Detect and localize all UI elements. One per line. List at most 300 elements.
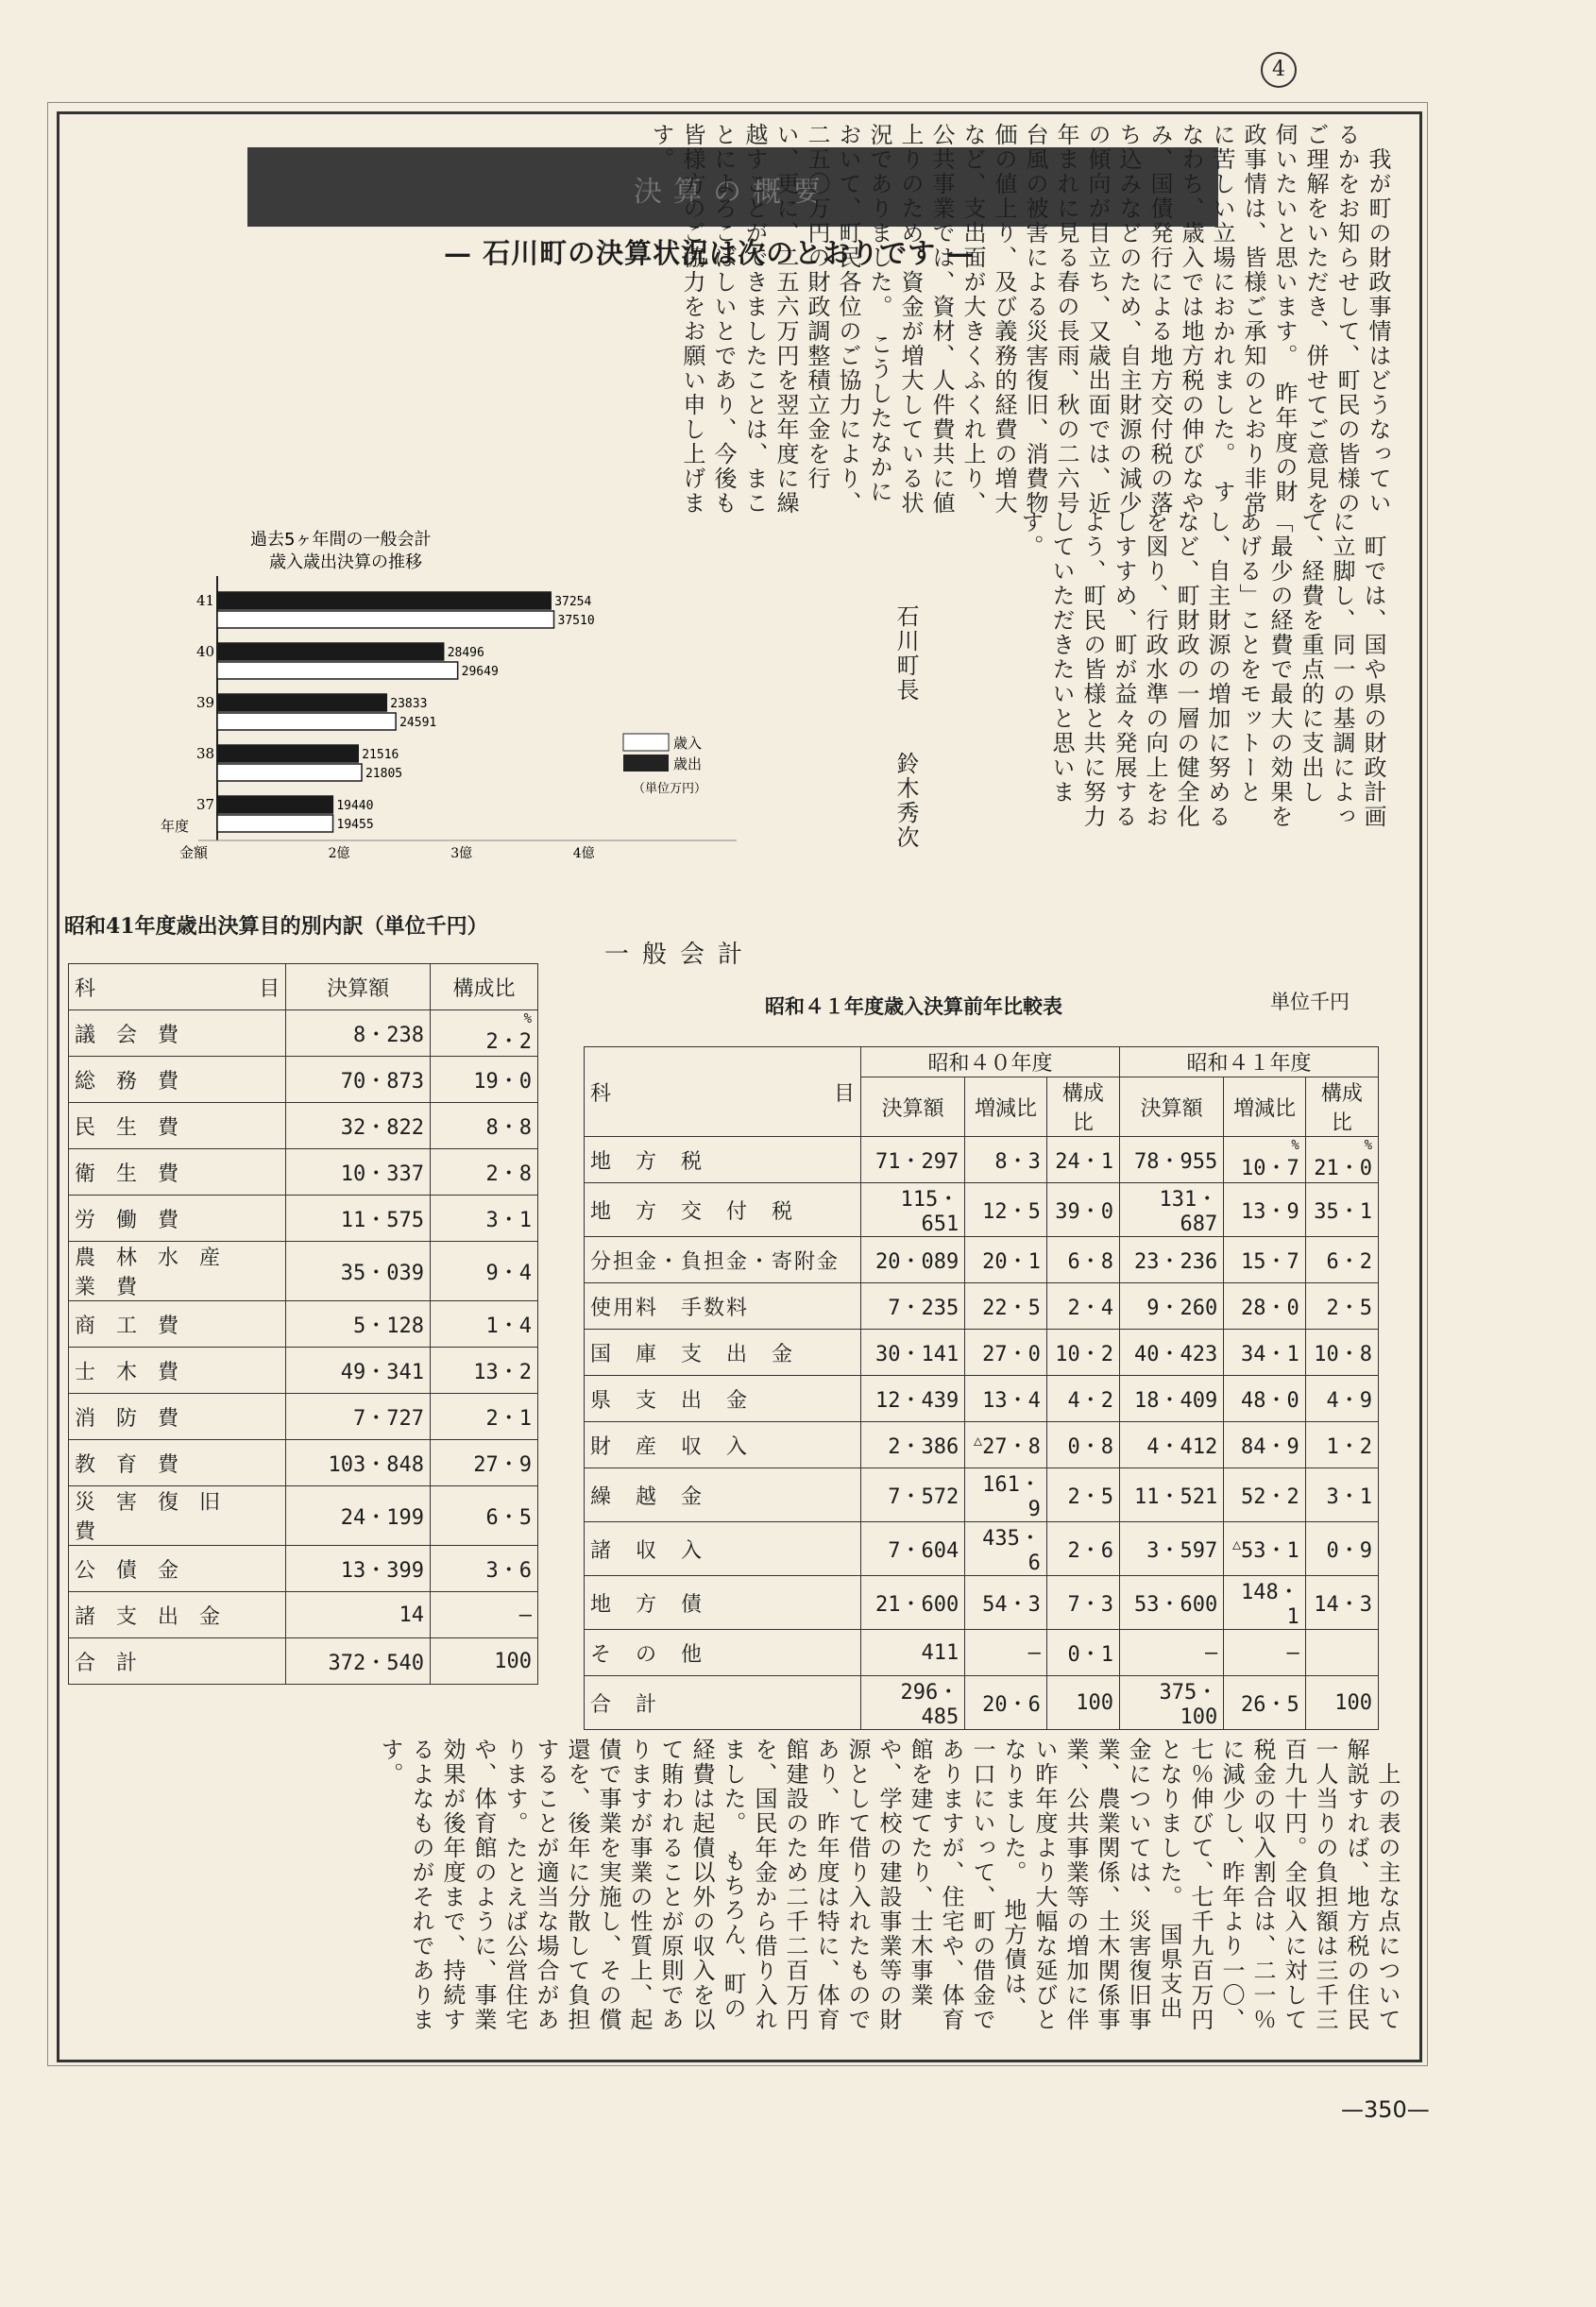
explanation-text: 上の表の主な点について解説すれば、地方税の住民一人当りの負担額は三千三百九十円。全収入に対して税金の収入割合は、二一％に減少し、昨年より一〇、七％伸びて、七千九百万円となりました。 国県支出金については、災害復旧事業、農業関係、土木関係事業、公共事業等の増加に伴い昨年度より大幅な延びとなりました。 地方債は、一口にいって、町の借金でありますが、住宅や、体育館を建てたり、士木事業や、学校の建設事業等の財源として借り入れたものであり、昨年度は特に、体育館建設のため二千二百万円を、国民年金から借り入れました。 もちろん、町の経費は起債以外の収入を以て賄われることが原則でありますが事業の性質上、起債で事業を実施し、その償還を、後年に分散して負担することが適当な場合があります。たとえば公営住宅や、体育館のように、事業効果が後年度まで、持続するよなものがそれであります。 [377,1738,1401,2032]
lt-percent-mark: % [523,1010,532,1026]
rt-head-change41: 増減比 [1224,1077,1306,1137]
lt-item: 消防費 [69,1394,286,1440]
bar-value-label: 28496 [447,646,484,660]
lt-amount: 10・337 [286,1149,431,1196]
lt-row [69,1348,538,1394]
rt-item: 国庫支出金 [585,1330,861,1376]
rt-value-r40: 7・3 [1067,1592,1113,1617]
lt-item: 士木費 [69,1348,286,1394]
rt-row [585,1376,1379,1422]
rt-value-c40: 435・6 [982,1527,1041,1575]
lt-ratio: 9・4 [430,1242,537,1301]
rt-cell-r41 [1305,1676,1378,1730]
lt-ratio: 3・1 [430,1196,537,1242]
rt-cell-r40 [1046,1283,1119,1330]
rt-cell-c40 [965,1283,1047,1330]
rt-cell-a41 [1119,1630,1223,1676]
year-tick-label: 38 [196,745,215,762]
rt-value-c41: 84・9 [1241,1434,1299,1459]
lt-row [69,1638,538,1685]
rt-cell-c40 [965,1237,1047,1283]
bar-value-label: 21805 [365,767,403,781]
rt-value-a40: 20・089 [875,1249,959,1274]
rt-value-a40: 30・141 [875,1342,959,1366]
rt-cell-c41 [1224,1630,1306,1676]
bar-value-label: 24591 [399,716,437,730]
rt-item: 合計 [585,1676,861,1730]
rt-value-r41: 6・2 [1326,1249,1372,1274]
lt-ratio: 13・2 [430,1348,537,1394]
rt-value-r41: 1・2 [1326,1434,1372,1459]
year-tick-label: 40 [196,643,215,660]
rt-value-r40: 0・8 [1067,1434,1113,1459]
rt-cell-c40 [965,1183,1047,1237]
rt-item: 諸収入 [585,1522,861,1576]
rt-value-c41: — [1286,1640,1299,1665]
rt-item: 分担金・負担金・寄附金 [585,1237,861,1283]
left-table-title: 昭和41年度歳出決算目的別内訳（単位千円） [64,914,488,939]
rt-cell-r41 [1305,1576,1378,1630]
rt-cell-a41 [1119,1330,1223,1376]
rt-item: 使用料 手数料 [585,1283,861,1330]
lt-row [69,1010,538,1057]
rt-cell-r41 [1305,1630,1378,1676]
lt-row [69,1301,538,1348]
rt-cell-a40 [861,1330,965,1376]
rt-row [585,1422,1379,1468]
rt-value-c40: 161・9 [982,1473,1041,1521]
bar-value-label: 19455 [336,818,374,832]
bar-revenue [217,592,551,609]
rt-cell-r41 [1305,1237,1378,1283]
rt-cell-a40 [861,1237,965,1283]
rt-cell-r40 [1046,1630,1119,1676]
rt-value-c40: — [1027,1640,1041,1665]
rt-value-a40: 7・235 [888,1296,959,1320]
lt-ratio: 2・1 [430,1394,537,1440]
rt-row [585,1237,1379,1283]
rt-value-r41: 21・0 [1314,1156,1372,1180]
rt-cell-r41 [1305,1330,1378,1376]
lt-item: 衛生費 [69,1149,286,1196]
lt-ratio: 2・8 [430,1149,537,1196]
rt-cell-c41 [1224,1283,1306,1330]
rt-item: 地方交付税 [585,1183,861,1237]
decrease-mark: △ [974,1432,983,1450]
rt-cell-a41 [1119,1376,1223,1422]
rt-value-c41: 52・2 [1241,1484,1299,1509]
rt-value-c40: 27・0 [982,1342,1041,1366]
lt-head-item-b: 目 [259,976,280,1001]
lt-head-ratio: 構成比 [430,964,537,1010]
lt-ratio: 6・5 [430,1486,537,1546]
rt-cell-r41 [1305,1283,1378,1330]
lt-ratio: 27・9 [430,1440,537,1486]
rt-percent-mark: % [1291,1137,1299,1153]
lt-row [69,1486,538,1546]
lt-amount: 35・039 [286,1242,431,1301]
rt-cell-c40 [965,1576,1047,1630]
legend-swatch-in [623,734,669,751]
rt-value-a41: 375・100 [1159,1681,1218,1729]
rt-cell-c41 [1224,1330,1306,1376]
x-tick-label: 3億 [450,846,473,861]
lt-amount: 24・199 [286,1486,431,1546]
rt-value-r41: 4・9 [1326,1388,1372,1413]
x-tick-label: 4億 [572,846,595,861]
rt-value-r40: 39・0 [1055,1199,1113,1224]
chart-title-2: 歳入歳出決算の推移 [269,552,422,572]
lt-item: 合計 [69,1638,286,1685]
rt-head-amount40: 決算額 [861,1077,965,1137]
rt-value-r40: 6・8 [1067,1249,1113,1274]
rt-value-a41: 4・412 [1146,1434,1218,1459]
rt-cell-r41 [1305,1522,1378,1576]
rt-cell-r40 [1046,1468,1119,1522]
rt-head-amount41: 決算額 [1119,1077,1223,1137]
rt-cell-c40 [965,1468,1047,1522]
rt-value-c41: 34・1 [1241,1342,1299,1366]
lt-amount: 11・575 [286,1196,431,1242]
lt-amount: 5・128 [286,1301,431,1348]
lt-amount: 103・848 [286,1440,431,1486]
rt-value-r40: 2・4 [1067,1296,1113,1320]
rt-cell-a40 [861,1630,965,1676]
page-badge: 4 [1261,52,1297,88]
right-table-unit: 単位千円 [1270,991,1350,1013]
rt-value-r41: 14・3 [1314,1592,1372,1617]
banner-text: 決算の概要 [634,176,832,209]
x-tick-label: 2億 [328,846,350,861]
rt-cell-r41 [1305,1183,1378,1237]
rt-cell-r40 [1046,1137,1119,1183]
rt-cell-r40 [1046,1237,1119,1283]
rt-cell-c41 [1224,1137,1306,1183]
bar-expenditure [217,662,458,679]
rt-head-year40: 昭和４０年度 [861,1047,1120,1077]
rt-item: その他 [585,1630,861,1676]
rt-cell-a40 [861,1422,965,1468]
rt-value-c40: 12・5 [982,1199,1041,1224]
legend-swatch-out [623,755,669,772]
lt-amount: 49・341 [286,1348,431,1394]
rt-cell-c41 [1224,1376,1306,1422]
lt-row [69,1394,538,1440]
rt-row [585,1183,1379,1237]
rt-percent-mark: % [1364,1137,1372,1153]
rt-cell-c40 [965,1422,1047,1468]
lt-row [69,1149,538,1196]
bar-value-label: 21516 [362,748,399,762]
rt-value-r41: 10・8 [1314,1342,1372,1366]
lt-ratio: 8・8 [430,1103,537,1149]
rt-cell-r41 [1305,1468,1378,1522]
rt-head-year41: 昭和４１年度 [1119,1047,1378,1077]
lt-ratio-value: 2・2 [485,1029,532,1054]
signature: 石川町長 鈴木秀次 [892,604,919,850]
lt-item: 農林水産業費 [69,1242,286,1301]
rt-cell-a41 [1119,1576,1223,1630]
rt-cell-r41 [1305,1376,1378,1422]
lt-amount: 8・238 [286,1010,431,1057]
lt-ratio: 3・6 [430,1546,537,1592]
rt-value-c41: 48・0 [1241,1388,1299,1413]
bar-group [196,592,595,832]
lt-row [69,1103,538,1149]
year-tick-label: 41 [196,592,215,609]
rt-row [585,1676,1379,1730]
bar-expenditure [217,815,333,832]
year-axis-label: 年度 [161,818,190,835]
rt-value-r41: 100 [1334,1690,1372,1715]
rt-value-c40: 20・6 [982,1692,1041,1717]
rt-cell-a41 [1119,1137,1223,1183]
revenue-comparison-table [584,1046,1379,1730]
legend-unit: （単位万円） [633,782,707,796]
rt-value-r41: 0・9 [1326,1538,1372,1563]
rt-cell-c40 [965,1630,1047,1676]
bar-expenditure [217,713,396,730]
lt-row [69,1440,538,1486]
bar-revenue [217,643,444,660]
rt-cell-c41 [1224,1522,1306,1576]
rt-cell-c41 [1224,1576,1306,1630]
legend-label-in: 歳入 [673,735,703,752]
lt-row [69,1057,538,1103]
lt-amount: 32・822 [286,1103,431,1149]
rt-row [585,1330,1379,1376]
rt-cell-a41 [1119,1468,1223,1522]
rt-cell-c41 [1224,1237,1306,1283]
rt-cell-r40 [1046,1330,1119,1376]
rt-value-a41: 131・687 [1159,1188,1218,1236]
rt-value-c40: 22・5 [982,1296,1041,1320]
lt-head-item [69,964,286,1010]
rt-value-c41: 28・0 [1241,1296,1299,1320]
rt-cell-a40 [861,1137,965,1183]
rt-value-c41: 13・9 [1241,1199,1299,1224]
rt-item: 地方税 [585,1137,861,1183]
page-subtitle: — 石川町の決算状況は次のとおりです — [444,237,976,269]
page-number: —350— [1341,2096,1430,2123]
rt-value-a41: 3・597 [1146,1538,1218,1563]
rt-cell-r40 [1046,1376,1119,1422]
rt-cell-c40 [965,1376,1047,1422]
rt-cell-a41 [1119,1676,1223,1730]
rt-cell-c41 [1224,1676,1306,1730]
rt-item: 県支出金 [585,1376,861,1422]
lt-amount: 7・727 [286,1394,431,1440]
rt-cell-a40 [861,1283,965,1330]
lt-item: 商工費 [69,1301,286,1348]
chart-title-1: 過去5ヶ年間の一般会計 [250,530,432,550]
rt-value-a40: 2・386 [888,1434,959,1459]
bar-value-label: 37254 [554,595,592,609]
rt-value-r40: 4・2 [1067,1388,1113,1413]
rt-value-c41: 15・7 [1241,1249,1299,1274]
lt-head-amount: 決算額 [286,964,431,1010]
rt-value-a41: 78・955 [1133,1149,1218,1174]
rt-cell-r41 [1305,1137,1378,1183]
bar-revenue [217,694,386,711]
section-title: 一般会計 [604,941,756,969]
rt-cell-a40 [861,1676,965,1730]
rt-item: 地方債 [585,1576,861,1630]
rt-value-r40: 10・2 [1055,1342,1113,1366]
rt-row [585,1522,1379,1576]
rt-cell-c40 [965,1676,1047,1730]
year-tick-label: 39 [196,694,215,711]
rt-value-c40: 54・3 [982,1592,1041,1617]
rt-value-a40: 411 [921,1640,959,1665]
rt-value-r41: 35・1 [1314,1199,1372,1224]
rt-cell-r40 [1046,1522,1119,1576]
lt-amount: 13・399 [286,1546,431,1592]
rt-value-r40: 0・1 [1067,1642,1113,1667]
lt-ratio: 100 [430,1638,537,1685]
rt-value-a40: 7・604 [888,1538,959,1563]
rt-cell-a40 [861,1183,965,1237]
lt-ratio [430,1010,537,1057]
lt-item: 総務費 [69,1057,286,1103]
lt-item: 民生費 [69,1103,286,1149]
lt-item: 教育費 [69,1440,286,1486]
bar-value-label: 37510 [557,614,595,628]
rt-row [585,1468,1379,1522]
rt-value-a40: 7・572 [888,1484,959,1509]
rt-value-a41: — [1204,1640,1218,1665]
rt-cell-a41 [1119,1237,1223,1283]
rt-value-c41: 148・1 [1241,1581,1299,1629]
rt-cell-a40 [861,1576,965,1630]
rt-value-c40: 27・8 [982,1434,1041,1459]
rt-head-change40: 増減比 [965,1077,1047,1137]
lt-row [69,1546,538,1592]
rt-value-c41: 10・7 [1241,1156,1299,1180]
rt-value-a40: 12・439 [875,1388,959,1413]
rt-value-a40: 71・297 [875,1149,959,1174]
rt-value-c41: 26・5 [1241,1692,1299,1717]
rt-cell-c40 [965,1137,1047,1183]
rt-row [585,1576,1379,1630]
amount-axis-label: 金額 [179,844,209,861]
rt-cell-r40 [1046,1676,1119,1730]
rt-head-item-b: 目 [833,1081,855,1106]
right-table-title: 昭和４１年度歳入決算前年比較表 [765,995,1062,1018]
expenditure-table [68,963,538,1685]
rt-value-a41: 23・236 [1133,1249,1218,1274]
rt-value-a41: 40・423 [1133,1342,1218,1366]
rt-cell-c41 [1224,1468,1306,1522]
rt-row [585,1630,1379,1676]
revenue-expenditure-chart [161,524,756,864]
rt-cell-a40 [861,1468,965,1522]
lt-amount: 372・540 [286,1638,431,1685]
rt-cell-r40 [1046,1422,1119,1468]
bar-expenditure [217,764,362,781]
lt-row [69,1592,538,1638]
lt-ratio: 1・4 [430,1301,537,1348]
rt-value-c41: 53・1 [1241,1538,1299,1563]
rt-value-a41: 11・521 [1133,1484,1218,1509]
rt-value-r40: 100 [1076,1690,1113,1715]
rt-value-c40: 20・1 [982,1249,1041,1274]
lt-ratio: 19・0 [430,1057,537,1103]
rt-head-ratio41: 構成比 [1305,1077,1378,1137]
lt-head-item-a: 科 [75,976,96,1001]
bar-expenditure [217,611,554,628]
intro-text-left [66,283,878,519]
bar-revenue [217,796,332,813]
decrease-mark: △ [1232,1535,1242,1553]
bar-value-label: 29649 [461,665,499,679]
lt-amount: 70・873 [286,1057,431,1103]
rt-head-item [585,1047,861,1137]
mayor-text: 町では、国や県の財政計画に立脚し、同一の基調によって、経費を重点的に支出し「最少の経費で最大の効果をあげる」ことをモットーとし、自主財源の増加に努めるなど、町財政の一層の健全化を図り、行政水準の向上をおしすすめ、町が益々発展するよう、町民の皆様と共に努力していただきたいと思います。 [1017,510,1386,829]
rt-cell-a40 [861,1522,965,1576]
rt-cell-a41 [1119,1283,1223,1330]
rt-value-a41: 53・600 [1133,1592,1218,1617]
rt-value-r40: 2・6 [1067,1538,1113,1563]
lt-ratio: — [430,1592,537,1638]
lt-item: 公債金 [69,1546,286,1592]
intro-text-upper: 我が町の財政事情はどうなっているかをお知らせして、町民の皆様のご理解をいただき、併せてご意見を伺いたいと思います。 昨年度の財政事情は、皆様ご承知のとおり非常に苦しい立場におかれました。 すなわち、歳入では地方税の伸びなやみ、国債発行による地方交付税の落ち込みなどのため、自主財源の減少の傾向が目立ち、又歳出面では、近年まれに見る春の長雨、秋の二六号台風の被害による災害復旧、消費物価の値上り、及び義務的経費の増大など、支出面が大きくふくれ上り、公共事業では、資材、人件費共に値上りのため、資金が増大している状況でありました。 こうしたなかにおいて、町民各位のご協力により、二五〇万円の財政調整積立金を行い、更に、二五六万円を翌年度に繰越すことができましたことは、まことによろこばしいとであり、今後も皆様方のご協力をお願い申し上げます。 [648,123,1391,516]
legend-label-out: 歳出 [673,755,703,772]
lt-row [69,1242,538,1301]
bar-value-label: 19440 [336,799,374,813]
rt-item: 繰越金 [585,1468,861,1522]
rt-value-r40: 2・5 [1067,1484,1113,1509]
rt-cell-c40 [965,1330,1047,1376]
rt-item: 財産収入 [585,1422,861,1468]
rt-value-r41: 3・1 [1326,1484,1372,1509]
rt-row [585,1283,1379,1330]
rt-value-r40: 24・1 [1055,1149,1113,1174]
rt-value-a40: 21・600 [875,1592,959,1617]
rt-cell-r41 [1305,1422,1378,1468]
rt-row [585,1137,1379,1183]
rt-value-a40: 115・651 [900,1188,959,1236]
lt-item: 諸支出金 [69,1592,286,1638]
lt-amount: 14 [286,1592,431,1638]
rt-head-item-a: 科 [590,1081,612,1106]
rt-value-a41: 18・409 [1133,1388,1218,1413]
rt-value-r41: 2・5 [1326,1296,1372,1320]
lt-item: 議会費 [69,1010,286,1057]
rt-cell-c41 [1224,1422,1306,1468]
bar-revenue [217,745,358,762]
tick-group [329,845,596,861]
rt-cell-c41 [1224,1183,1306,1237]
lt-item: 災害復旧費 [69,1486,286,1546]
rt-cell-c40 [965,1522,1047,1576]
rt-cell-a41 [1119,1183,1223,1237]
year-tick-label: 37 [196,796,215,813]
rt-value-c40: 8・3 [994,1149,1041,1174]
rt-cell-a40 [861,1376,965,1422]
rt-value-c40: 13・4 [982,1388,1041,1413]
rt-value-a41: 9・260 [1146,1296,1218,1320]
rt-cell-r40 [1046,1183,1119,1237]
lt-row [69,1196,538,1242]
bar-value-label: 23833 [390,697,428,711]
rt-cell-r40 [1046,1576,1119,1630]
rt-head-ratio40: 構成比 [1046,1077,1119,1137]
rt-cell-a41 [1119,1422,1223,1468]
lt-item: 労働費 [69,1196,286,1242]
rt-cell-a41 [1119,1522,1223,1576]
rt-value-a40: 296・485 [900,1681,959,1729]
